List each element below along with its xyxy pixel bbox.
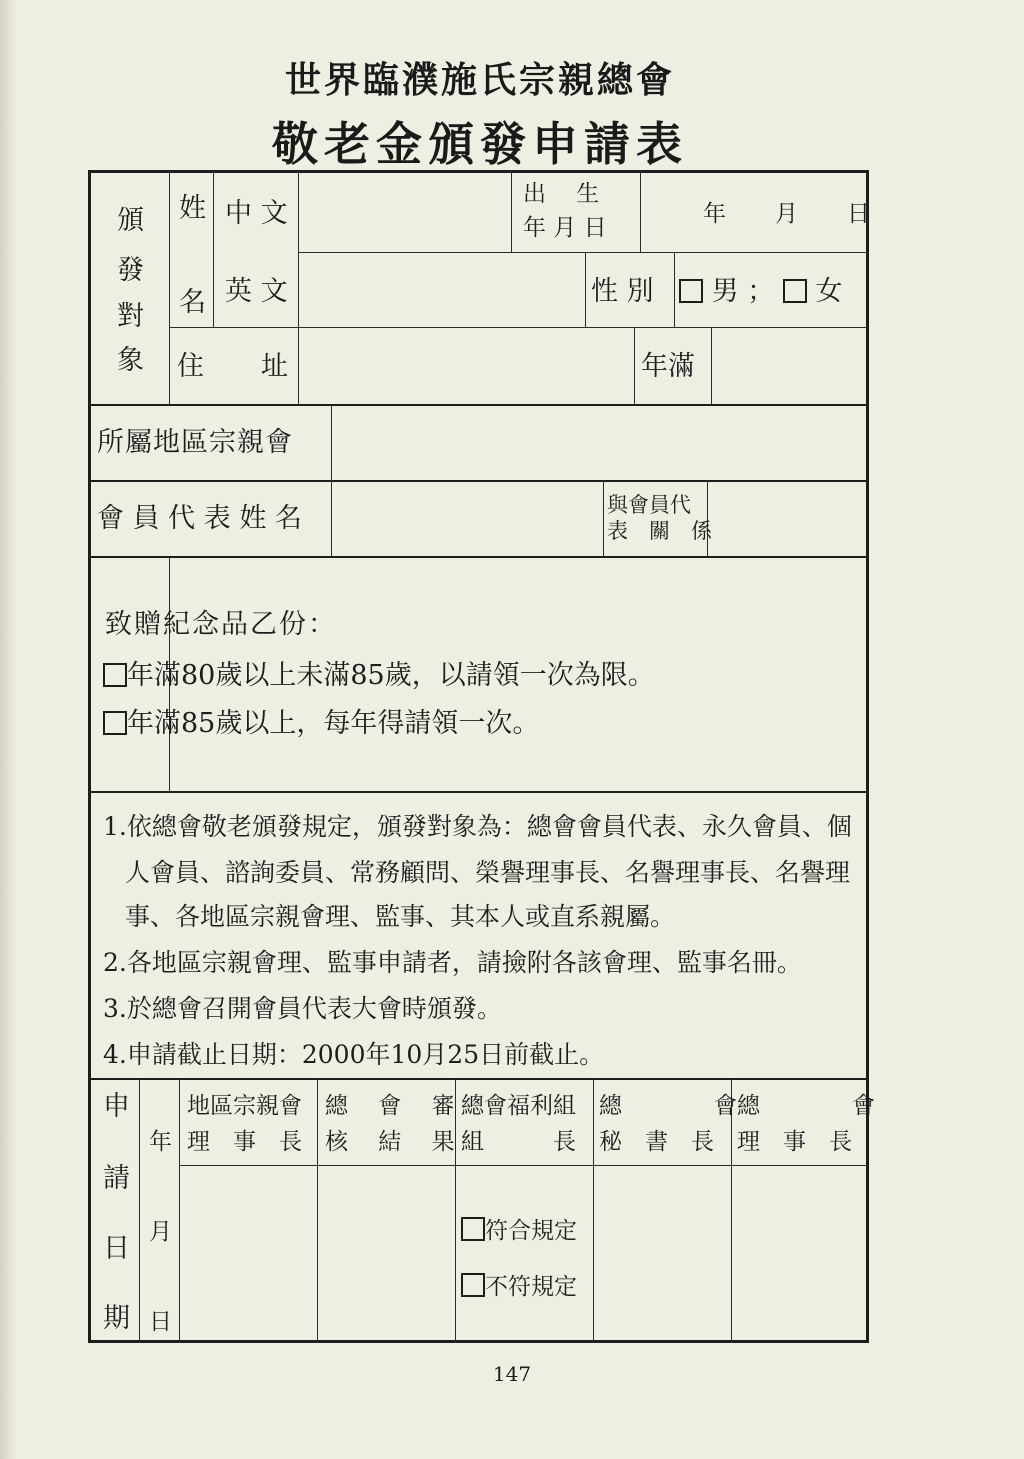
noncompliant-checkbox[interactable]	[461, 1273, 485, 1297]
apply-date-label-3: 日	[103, 1233, 130, 1264]
recipient-label-1: 頒	[117, 205, 144, 236]
age-field[interactable]	[712, 328, 866, 404]
option-1-text: 年滿80歲以上未滿85歲，以請領一次為限。	[127, 660, 655, 691]
gift-option-1	[103, 662, 655, 689]
birthdate-label-bottom: 年 月 日	[523, 215, 607, 241]
birthdate-month-unit: 月	[775, 201, 798, 227]
gender-separator: ；	[747, 276, 775, 307]
page-number: 147	[492, 1362, 532, 1386]
chinese-name-field[interactable]	[299, 173, 511, 252]
relation-label-top: 與會員代	[607, 493, 691, 517]
secretary-header-2: 秘 書 長	[599, 1129, 714, 1155]
regional-chair-header-1: 地區宗親會	[187, 1093, 302, 1119]
address-field[interactable]	[299, 328, 634, 404]
president-header-1: 總 會	[737, 1093, 875, 1119]
relation-label-bottom: 表 關 係	[607, 519, 712, 543]
apply-date-label-1: 申	[103, 1091, 130, 1122]
regional-chair-header-2: 理 事 長	[187, 1129, 302, 1155]
male-checkbox[interactable]	[679, 279, 703, 303]
form-title: 敬老金頒發申請表	[272, 117, 688, 171]
gift-option-2	[103, 710, 539, 737]
check-compliant	[461, 1217, 577, 1243]
apply-month-unit: 月	[149, 1219, 172, 1245]
recipient-label-3: 對	[117, 301, 144, 332]
male-label: 男	[711, 276, 739, 307]
member-rep-name-label: 會 員 代 表 姓 名	[97, 503, 302, 534]
check-noncompliant	[461, 1273, 577, 1299]
regional-association-field[interactable]	[332, 405, 866, 480]
apply-date-label-2: 請	[103, 1163, 130, 1194]
note-2: 2.各地區宗親會理、監事申請者，請撿附各該會理、監事名冊。	[103, 948, 802, 977]
note-1-cont-2: 事、各地區宗親會理、監事、其本人或直系親屬。	[125, 902, 676, 931]
option-2-text: 年滿85歲以上，每年得請領一次。	[127, 708, 540, 739]
recipient-label-4: 象	[117, 345, 144, 376]
english-name-field[interactable]	[299, 253, 585, 327]
member-rep-name-field[interactable]	[332, 481, 603, 556]
compliant-label: 符合規定	[485, 1218, 577, 1244]
gender-options	[679, 278, 842, 305]
birthdate-day-unit: 日	[847, 201, 870, 227]
birthdate-year-unit: 年	[703, 201, 726, 227]
name-label-1: 姓	[179, 193, 206, 224]
address-label-1: 住	[177, 351, 204, 382]
female-checkbox[interactable]	[783, 279, 807, 303]
address-label-2: 址	[261, 351, 288, 382]
name-label-2: 名	[179, 287, 206, 318]
review-header-1: 總 會 審	[325, 1093, 455, 1119]
noncompliant-label: 不符規定	[485, 1274, 577, 1300]
option-1-checkbox[interactable]	[103, 663, 127, 687]
female-label: 女	[815, 276, 843, 307]
note-1-cont-1: 人會員、諮詢委員、常務顧問、榮譽理事長、名譽理事長、名譽理	[125, 858, 851, 887]
application-form	[88, 170, 875, 1343]
english-name-label: 英 文	[225, 276, 288, 307]
option-2-checkbox[interactable]	[103, 711, 127, 735]
recipient-label-2: 發	[117, 255, 144, 286]
apply-day-unit: 日	[149, 1309, 172, 1335]
compliant-checkbox[interactable]	[461, 1217, 485, 1241]
secretary-header-1: 總 會	[599, 1093, 737, 1119]
welfare-header-1: 總會福利組	[461, 1093, 576, 1119]
gift-heading: 致贈紀念品乙份：	[105, 609, 337, 640]
birthdate-label-top: 出 生	[523, 181, 600, 207]
apply-year-unit: 年	[149, 1129, 172, 1155]
relation-field[interactable]	[708, 481, 866, 556]
president-header-2: 理 事 長	[737, 1129, 852, 1155]
note-3: 3.於總會召開會員代表大會時頒發。	[103, 994, 502, 1023]
apply-date-label-4: 期	[103, 1303, 130, 1334]
age-label: 年滿	[641, 351, 695, 382]
organization-title: 世界臨濮施氏宗親總會	[284, 60, 675, 101]
note-1: 1.依總會敬老頒發規定，頒發對象為：總會會員代表、永久會員、個	[103, 812, 852, 841]
review-header-2: 核 結 果	[325, 1129, 455, 1155]
page-gutter-shadow	[0, 0, 16, 1459]
gender-label: 性 別	[591, 276, 654, 307]
regional-association-label: 所屬地區宗親會	[97, 427, 293, 458]
note-4: 4.申請截止日期：2000年10月25日前截止。	[103, 1040, 605, 1069]
chinese-name-label: 中 文	[225, 198, 288, 229]
welfare-header-2: 組 長	[461, 1129, 576, 1155]
